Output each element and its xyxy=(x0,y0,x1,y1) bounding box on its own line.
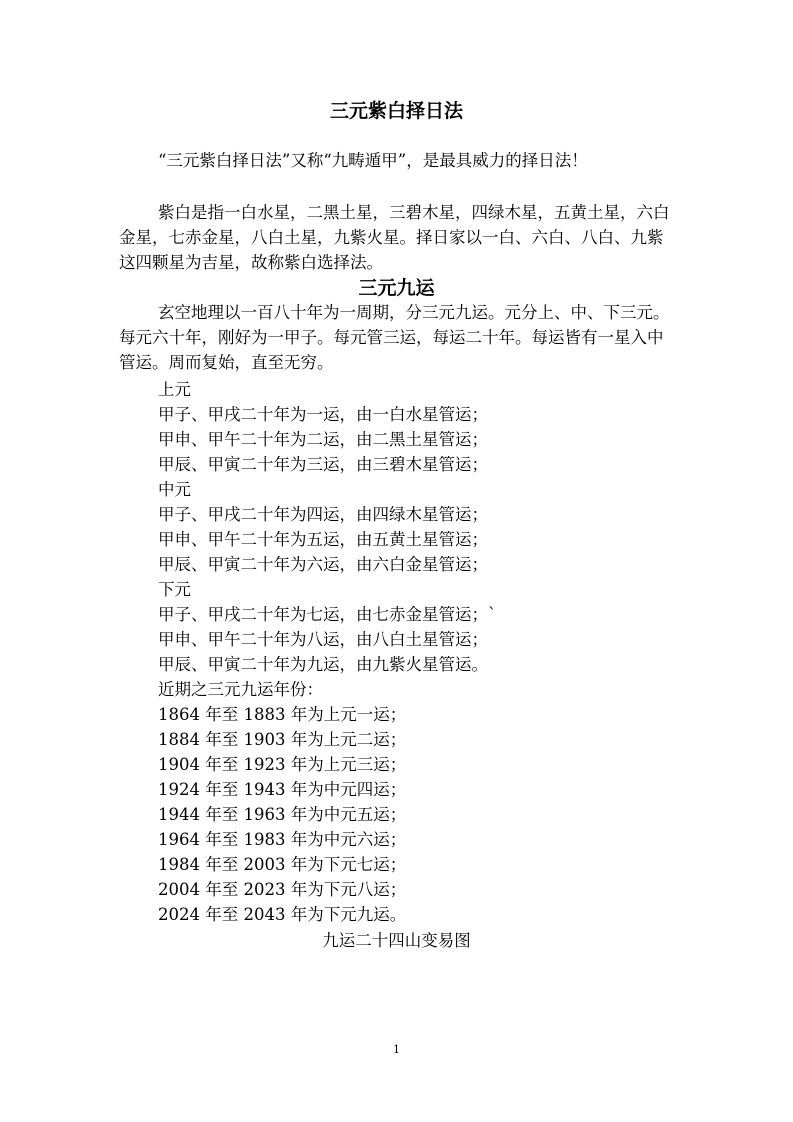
list-item: 甲子、甲戌二十年为一运，由一白水星管运； xyxy=(158,405,488,424)
list-item: 甲辰、甲寅二十年为三运，由三碧木星管运； xyxy=(158,455,488,474)
list-item: 1924 年至 1943 年为中元四运； xyxy=(158,780,407,799)
intro-paragraph xyxy=(119,148,689,173)
list-item: 1944 年至 1963 年为中元五运； xyxy=(158,805,407,824)
document-title: 三元紫白择日法 xyxy=(329,100,463,122)
list-item: 2024 年至 2043 年为下元九运。 xyxy=(158,905,407,924)
list-item: 下元 xyxy=(158,580,191,599)
list-item: 甲申、甲午二十年为五运，由五黄土星管运； xyxy=(158,530,488,549)
list-item: 近期之三元九运年份： xyxy=(158,680,323,699)
page-number: 1 xyxy=(393,1043,400,1056)
list-item: 1904 年至 1923 年为上元三运； xyxy=(158,755,407,774)
list-item: 甲辰、甲寅二十年为九运，由九紫火星管运。 xyxy=(158,655,488,674)
list-item: 上元 xyxy=(158,380,191,399)
list-item: 甲申、甲午二十年为八运，由八白土星管运； xyxy=(158,630,488,649)
list-item: 甲辰、甲寅二十年为六运，由六白金星管运； xyxy=(158,555,488,574)
intro-text: “三元紫白择日法”又称“九畴遁甲”，是最具威力的择日法！ xyxy=(158,151,588,170)
list-item: 1884 年至 1903 年为上元二运； xyxy=(158,730,407,749)
figure-caption: 九运二十四山变易图 xyxy=(322,931,471,950)
list-item: 甲子、甲戌二十年为四运，由四绿木星管运； xyxy=(158,505,488,524)
list-item: 中元 xyxy=(158,480,191,499)
list-item: 2004 年至 2023 年为下元八运； xyxy=(158,880,407,899)
list-item: 1864 年至 1883 年为上元一运； xyxy=(158,705,407,724)
cycle-list xyxy=(158,377,496,927)
list-item: 甲子、甲戌二十年为七运，由七赤金星管运；` xyxy=(158,605,497,624)
list-item: 1964 年至 1983 年为中元六运； xyxy=(158,830,407,849)
xuankong-paragraph: 玄空地理以一百八十年为一周期，分三元九运。元分上、中、下三元。每元六十年，刚好为一甲子。每元管三运，每运二十年。每运皆有一星入中管运。周而复始，直至无穷。 xyxy=(119,303,670,372)
list-item: 甲申、甲午二十年为二运，由二黑土星管运； xyxy=(158,430,488,449)
list-item: 1984 年至 2003 年为下元七运； xyxy=(158,855,407,874)
zibai-paragraph: 紫白是指一白水星，二黑土星，三碧木星，四绿木星，五黄土星，六白金星，七赤金星，八白土星，九紫火星。择日家以一白、六白、八白、九紫这四颗星为吉星，故称紫白选择法。 xyxy=(119,203,670,272)
section-title: 三元九运 xyxy=(358,277,435,299)
